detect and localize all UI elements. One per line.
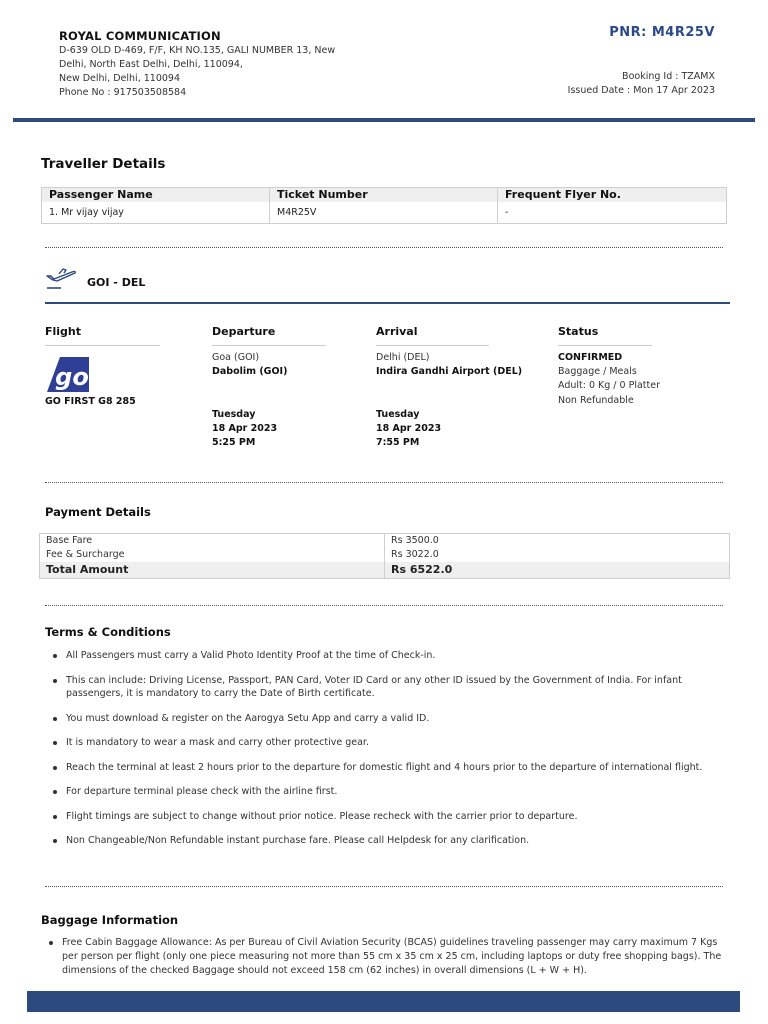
table-row (40, 534, 729, 548)
arrival-day: Tuesday (376, 409, 420, 420)
arrival-date: 18 Apr 2023 (376, 423, 442, 434)
company-name: ROYAL COMMUNICATION (59, 29, 221, 43)
fee-surcharge-label: Fee & Surcharge (40, 548, 385, 562)
table-row (40, 548, 729, 562)
go-first-logo-icon (47, 357, 89, 392)
ticket-number: M4R25V (270, 202, 498, 223)
traveller-table-header (42, 188, 726, 202)
list-item: You must download & register on the Aarogya Setu App and carry a valid ID. (50, 712, 730, 726)
payment-table (39, 533, 730, 579)
header-frequent-flyer: Frequent Flyer No. (505, 188, 621, 201)
frequent-flyer-number: - (505, 207, 509, 218)
table-row (42, 202, 726, 223)
flight-header-rule (45, 345, 160, 346)
departure-time: 5:25 PM (212, 437, 256, 448)
status-refundability: Non Refundable (558, 395, 634, 406)
company-address-line-3: New Delhi, Delhi, 110094 (59, 73, 181, 84)
company-address-line-1: D-639 OLD D-469, F/F, KH NO.135, GALI NUMBER 13, New (59, 45, 336, 56)
traveller-details-title: Traveller Details (41, 156, 166, 172)
total-amount-label: Total Amount (40, 562, 385, 578)
traveller-table (41, 187, 727, 224)
route-label: GOI - DEL (87, 276, 146, 289)
base-fare-label: Base Fare (40, 534, 385, 548)
payment-details-title: Payment Details (45, 505, 151, 519)
dotted-divider (45, 886, 723, 887)
terms-list (50, 649, 730, 859)
departure-date: 18 Apr 2023 (212, 423, 278, 434)
list-item: All Passengers must carry a Valid Photo Identity Proof at the time of Check-in. (50, 649, 730, 663)
list-item: It is mandatory to wear a mask and carry other protective gear. (50, 736, 730, 750)
arrival-header: Arrival (376, 325, 418, 338)
departure-city: Goa (GOI) (212, 352, 260, 363)
departure-header-rule (212, 345, 326, 346)
booking-id: Booking Id : TZAMX (622, 71, 715, 82)
baggage-list (46, 936, 728, 978)
header-divider (13, 118, 755, 122)
company-address-line-2: Delhi, North East Delhi, Delhi, 110094, (59, 59, 243, 70)
list-item: For departure terminal please check with the airline first. (50, 785, 730, 799)
list-item: Free Cabin Baggage Allowance: As per Bureau of Civil Aviation Security (BCAS) guidelines traveling passenger may carry maximum 7 Kgs per person per flight (only one piece measuring not more than 55 cm x 35 cm x 25 cm, including laptops or duty free shopping bags). The dimensions of the checked Baggage should not exceed 158 cm (62 inches) in overall dimensions (L + W + H). (46, 936, 728, 978)
airline-flight-number: GO FIRST G8 285 (45, 396, 136, 407)
dotted-divider (45, 605, 723, 606)
dotted-divider (45, 482, 723, 483)
status-badge: CONFIRMED (558, 352, 623, 363)
base-fare-value: Rs 3500.0 (391, 535, 439, 546)
departure-header: Departure (212, 325, 276, 338)
terms-title: Terms & Conditions (45, 625, 171, 639)
footer-bar (27, 991, 740, 1012)
header-ticket-number: Ticket Number (270, 188, 498, 202)
total-amount-value: Rs 6522.0 (391, 563, 453, 576)
route-divider (45, 302, 730, 304)
arrival-header-rule (376, 345, 489, 346)
issued-date: Issued Date : Mon 17 Apr 2023 (567, 85, 715, 96)
logo-text: go (55, 363, 89, 391)
dotted-divider (45, 247, 723, 248)
fee-surcharge-value: Rs 3022.0 (391, 549, 439, 560)
plane-departure-icon (45, 264, 77, 290)
arrival-time: 7:55 PM (376, 437, 420, 448)
header-passenger-name: Passenger Name (42, 188, 270, 202)
passenger-name: 1. Mr vijay vijay (42, 202, 270, 223)
status-header: Status (558, 325, 599, 338)
pnr-number: PNR: M4R25V (609, 25, 715, 40)
list-item: Flight timings are subject to change without prior notice. Please recheck with the carrier prior to departure. (50, 810, 730, 824)
flight-header: Flight (45, 325, 82, 338)
list-item: Reach the terminal at least 2 hours prior to the departure for domestic flight and 4 hours prior to the departure of international flight. (50, 761, 730, 775)
status-adult-allowance: Adult: 0 Kg / 0 Platter (558, 380, 660, 391)
status-header-rule (558, 345, 652, 346)
departure-airport: Dabolim (GOI) (212, 366, 288, 377)
arrival-city: Delhi (DEL) (376, 352, 430, 363)
total-row (40, 562, 729, 578)
list-item: Non Changeable/Non Refundable instant purchase fare. Please call Helpdesk for any clarification. (50, 834, 730, 848)
status-baggage-meals: Baggage / Meals (558, 366, 637, 377)
arrival-airport: Indira Gandhi Airport (DEL) (376, 366, 523, 377)
company-phone: Phone No : 917503508584 (59, 87, 187, 98)
departure-day: Tuesday (212, 409, 256, 420)
list-item: This can include: Driving License, Passport, PAN Card, Voter ID Card or any other ID issued by the Government of India. For infant passengers, it is mandatory to carry the Date of Birth certificate. (50, 674, 730, 701)
baggage-title: Baggage Information (41, 913, 179, 927)
